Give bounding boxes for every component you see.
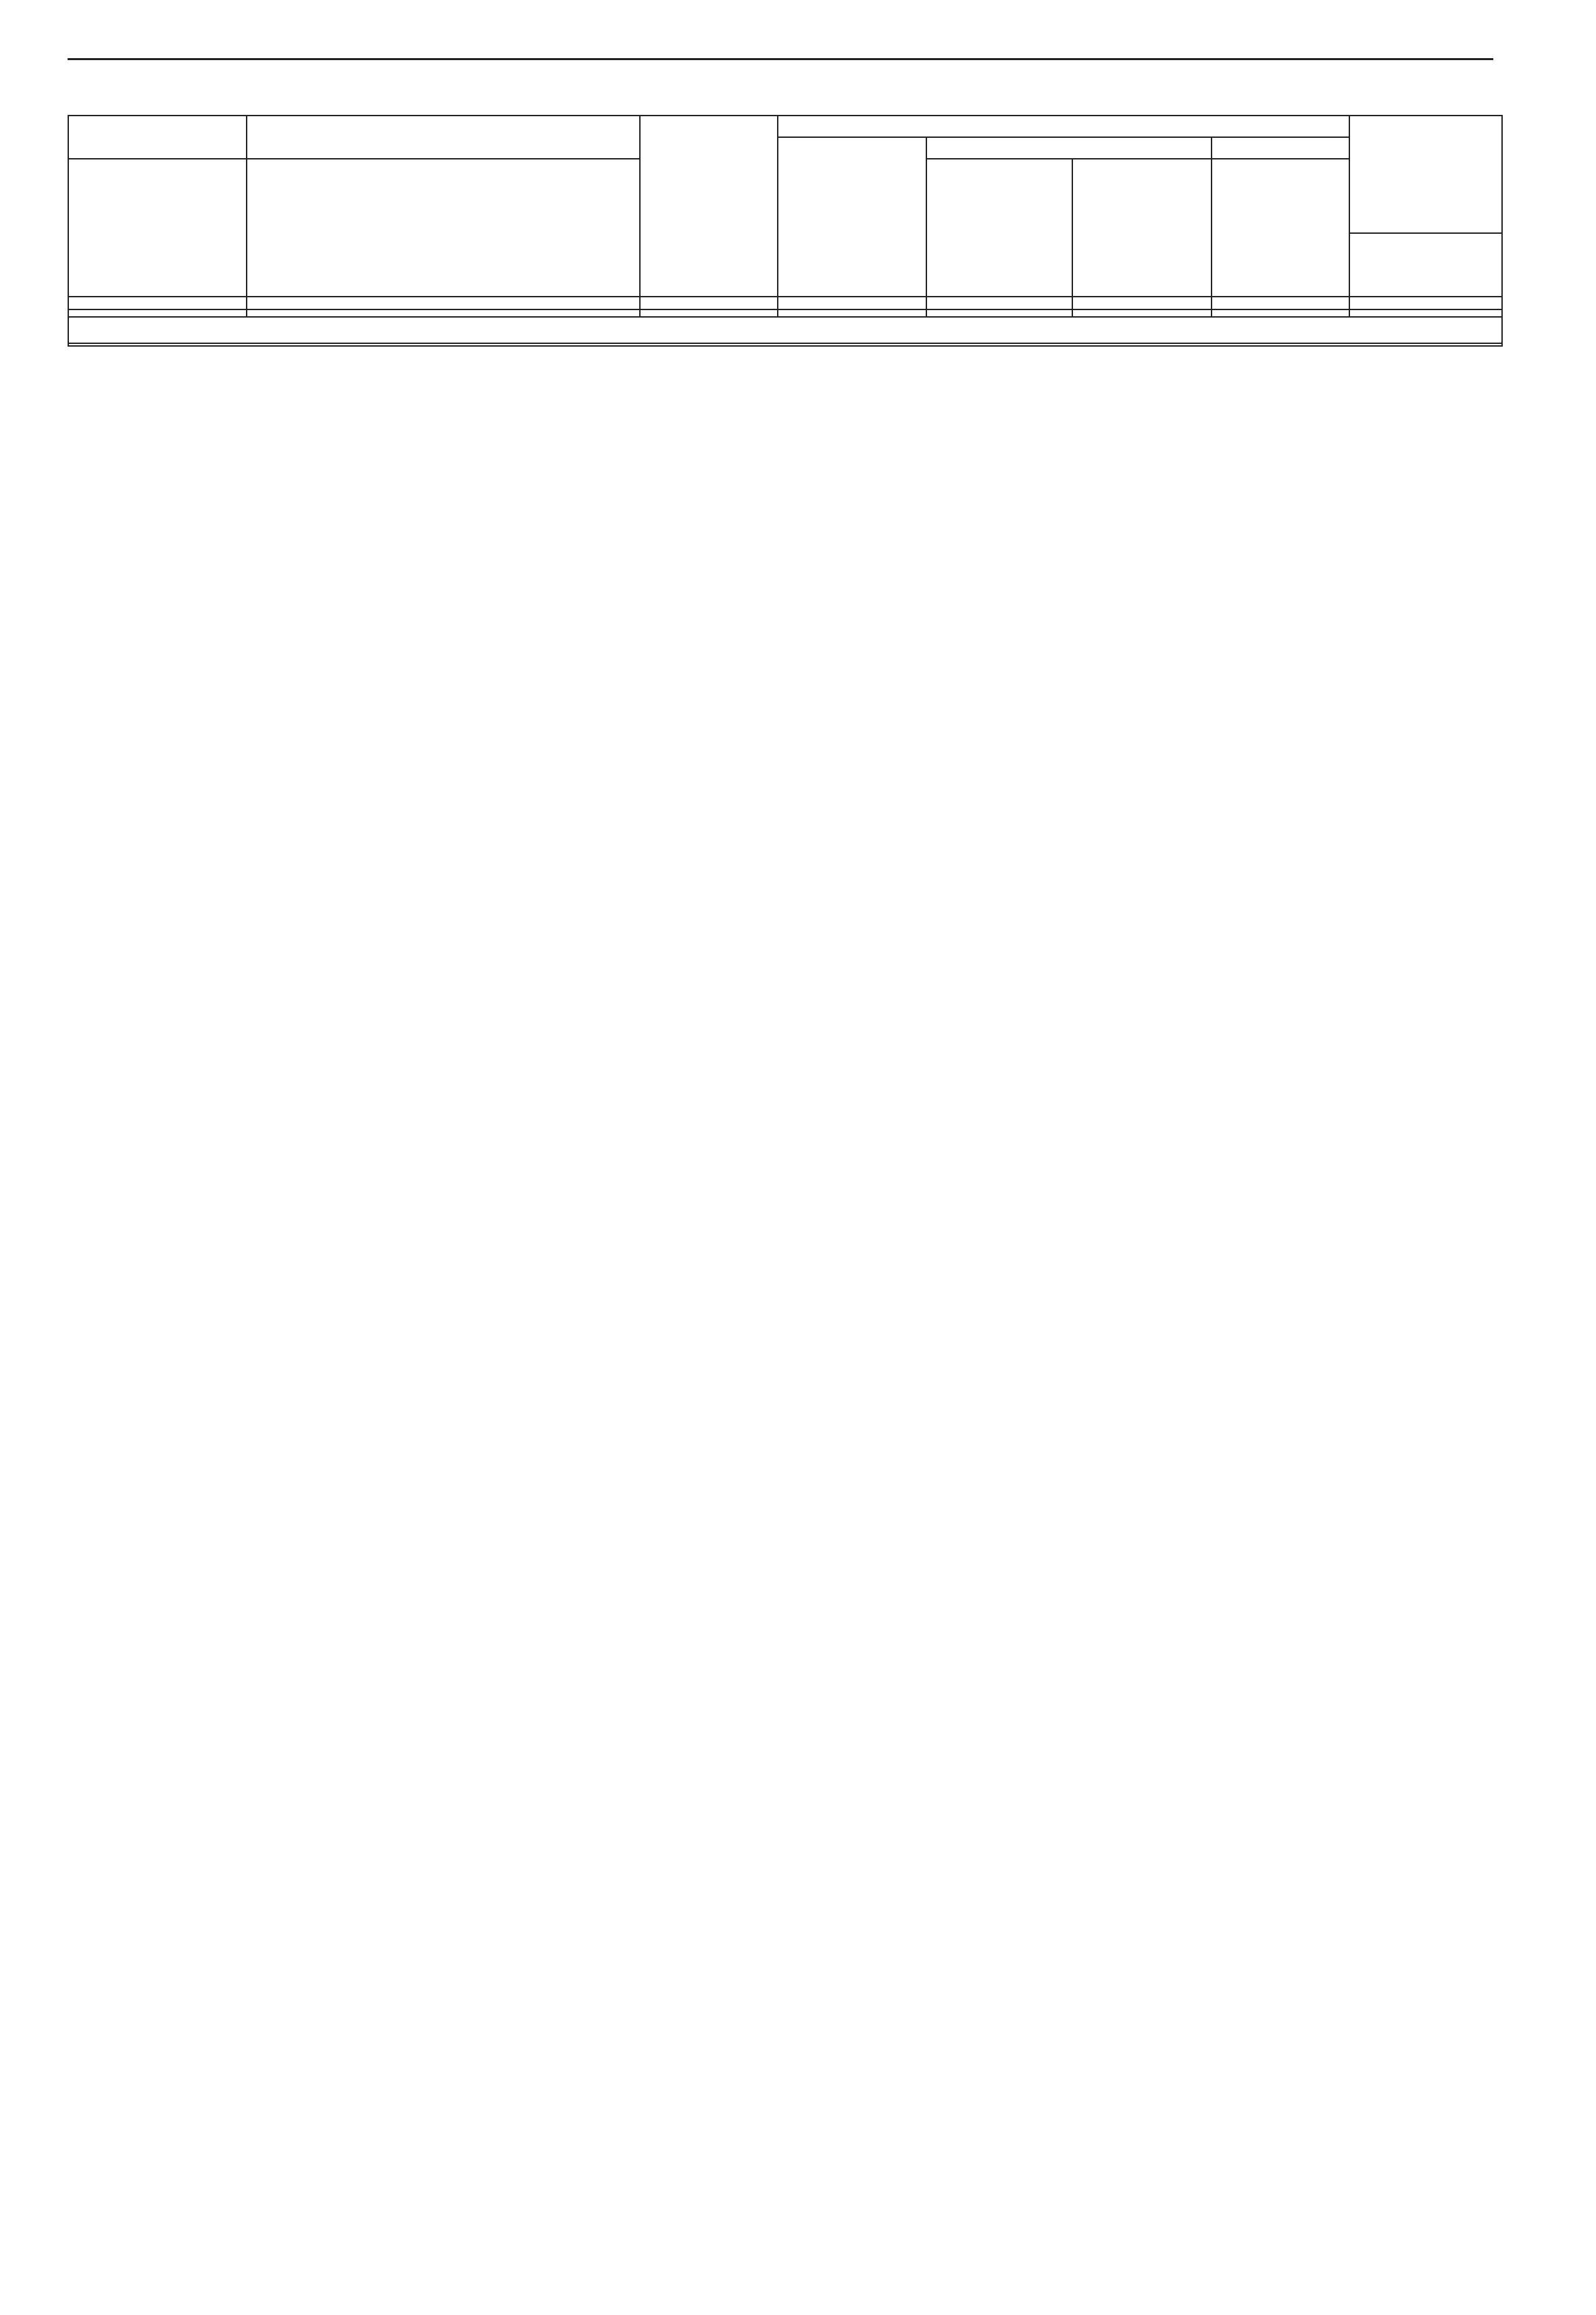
header-col2-top (247, 116, 640, 159)
header-col5 (926, 159, 1072, 297)
header-col1-bottom (68, 159, 247, 297)
header-col7 (1212, 159, 1349, 297)
meter (68, 343, 1502, 346)
table-title (68, 309, 1502, 343)
header-group-machines (926, 137, 1212, 159)
header-col4 (778, 137, 926, 297)
header-col3 (640, 116, 778, 297)
header-col8-top (1349, 116, 1502, 233)
header-group-incl (778, 116, 1349, 137)
header-col2-bottom (247, 159, 640, 297)
rates-table (68, 309, 1503, 347)
running-head (68, 53, 1493, 60)
header-col1-top (68, 116, 247, 159)
header-group-materials (1212, 137, 1349, 159)
header-col8-bottom (1349, 233, 1502, 297)
header-col6 (1072, 159, 1212, 297)
table-header (68, 115, 1503, 318)
